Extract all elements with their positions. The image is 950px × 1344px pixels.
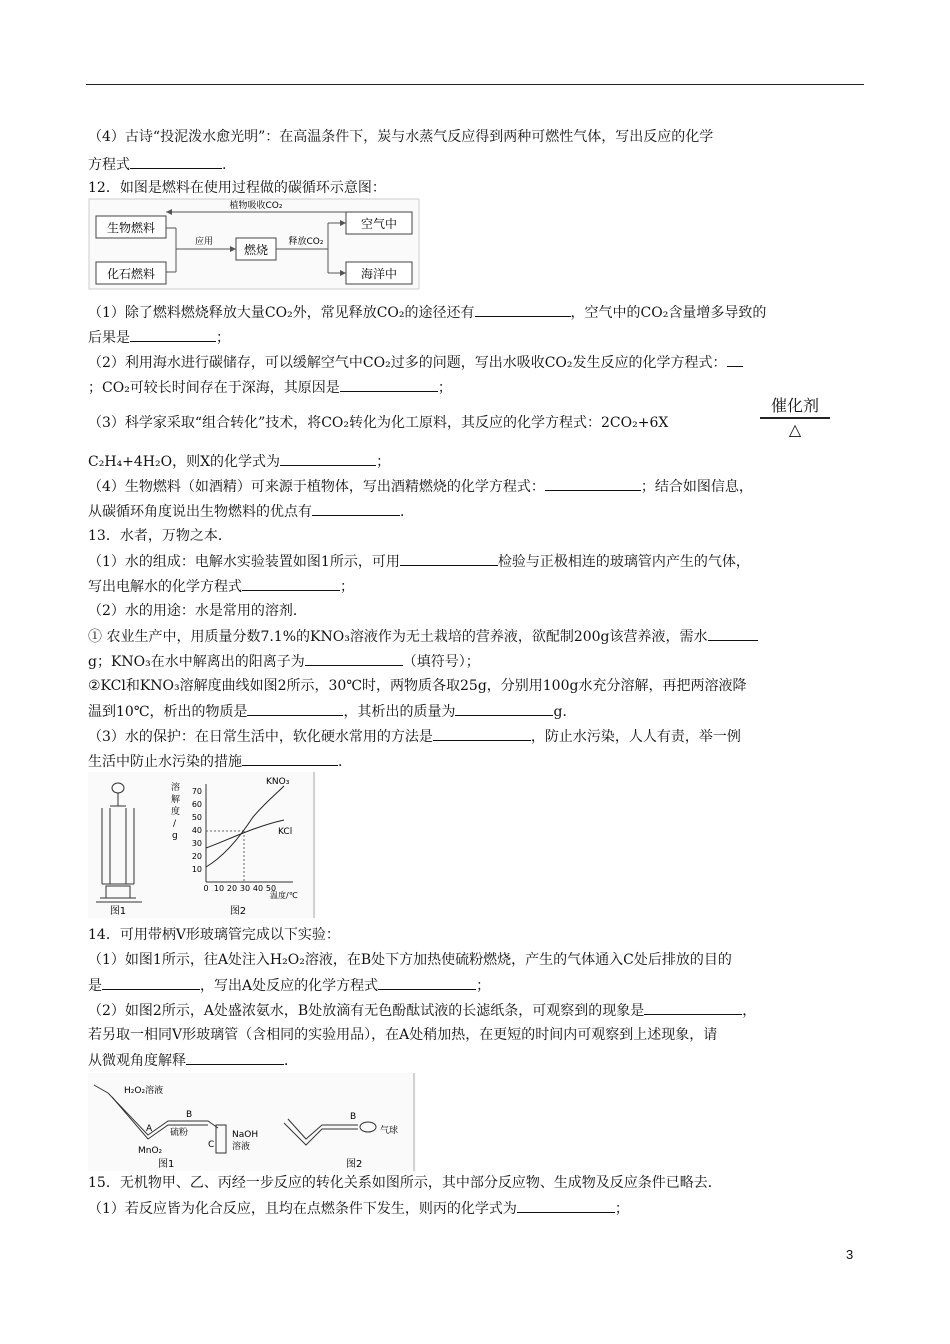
page-number: 3 xyxy=(846,1247,854,1262)
q13-2-title: （2）水的用途：水是常用的溶剂． xyxy=(88,603,307,619)
q11-4-line1: （4）古诗“投泥泼水愈光明”：在高温条件下，炭与水蒸气反应得到两种可燃性气体，写出反应的化学 xyxy=(88,129,714,145)
q13-2-2-line2: 温到10℃，析出的物质是 ，其析出的质量为 g． xyxy=(88,701,576,722)
point-b2-label: B xyxy=(350,1112,357,1122)
x-tick-label: 0 xyxy=(203,884,209,893)
svg-text:/: / xyxy=(173,819,177,829)
y-tick-label: 70 xyxy=(191,787,202,796)
answer-blank[interactable] xyxy=(378,975,476,990)
q14-2-line2: 若另取一相同V形玻璃管（含相同的实验用品），在A处稍加热，在更短的时间内可观察到上述现象，请 xyxy=(88,1027,718,1043)
answer-blank[interactable] xyxy=(312,501,400,516)
answer-blank[interactable] xyxy=(280,451,376,466)
q14-1-line2: 是 ，写出A处反应的化学方程式 ； xyxy=(88,975,490,996)
q13-3-line1: （3）水的保护：在日常生活中，软化硬水常用的方法是 ，防止水污染，人人有责，举一例 xyxy=(88,726,741,747)
plant-absorb-label: 植物吸收CO₂ xyxy=(229,201,283,211)
q12-1-line1: （1）除了燃料燃烧释放大量CO₂外，常见释放CO₂的途径还有 ，空气中的CO₂含量增多导致的 xyxy=(88,302,766,323)
fossil-fuel-label: 化石燃料 xyxy=(106,267,156,281)
q12-3-line2: C₂H₄+4H₂O，则X的化学式为 ； xyxy=(88,451,390,472)
carbon-cycle-diagram xyxy=(88,198,420,290)
q13-1-line2: 写出电解水的化学方程式 ； xyxy=(88,576,354,597)
answer-blank[interactable] xyxy=(433,726,531,741)
q15-title: 15．无机物甲、乙、丙经一步反应的转化关系如图所示，其中部分反应物、生成物及反应条件已略去． xyxy=(88,1175,722,1191)
q14-title: 14．可用带柄V形玻璃管完成以下实验： xyxy=(88,927,340,943)
y-tick-label: 30 xyxy=(191,839,202,848)
mno2-label: MnO₂ xyxy=(138,1146,163,1156)
fig13-1-label: 图1 xyxy=(109,906,127,917)
q13-3-line2: 生活中防止水污染的措施 ． xyxy=(88,751,352,772)
electrolysis-solubility-figure xyxy=(88,772,316,920)
apply-label: 应用 xyxy=(194,237,214,247)
q12-3-line1: （3）科学家采取“组合转化”技术，将CO₂转化为化工原料，其反应的化学方程式：2CO₂+6X xyxy=(88,415,669,431)
answer-blank[interactable] xyxy=(340,377,438,392)
answer-blank[interactable] xyxy=(545,476,641,491)
answer-blank[interactable] xyxy=(475,302,571,317)
answer-blank[interactable] xyxy=(242,751,338,766)
release-label: 释放CO₂ xyxy=(288,237,324,247)
svg-text:度: 度 xyxy=(171,807,181,817)
y-tick-label: 10 xyxy=(191,865,202,874)
answer-blank[interactable] xyxy=(186,1050,284,1065)
y-tick-label: 40 xyxy=(191,826,202,835)
x-axis-label: 温度/℃ xyxy=(270,891,298,900)
q13-2-1-line1: ① 农业生产中，用质量分数7.1%的KNO₃溶液作为无土栽培的营养液，欲配制200g该营养液，需水 xyxy=(88,626,758,647)
fig14-1-label: 图1 xyxy=(158,1159,175,1170)
svg-text:g: g xyxy=(172,831,178,841)
svg-text:溶: 溶 xyxy=(171,783,181,793)
q13-title: 13．水者，万物之本． xyxy=(88,528,232,544)
q14-2-line1: （2）如图2所示，A处盛浓氨水，B处放滴有无色酚酞试液的长滤纸条，可观察到的现象是 ， xyxy=(88,1000,756,1021)
answer-blank[interactable] xyxy=(400,551,498,566)
sulfur-label: 硫粉 xyxy=(170,1128,189,1138)
answer-blank[interactable] xyxy=(644,1000,742,1015)
answer-blank[interactable] xyxy=(517,1198,615,1213)
q14-2-line3: 从微观角度解释 ． xyxy=(88,1050,298,1071)
q13-2-2-line1: ②KCl和KNO₃溶解度曲线如图2所示，30℃时，两物质各取25g，分别用100g水充分溶解，再把两溶液降 xyxy=(88,678,747,694)
air-label: 空气中 xyxy=(360,217,398,231)
q12-1-line2: 后果是 ； xyxy=(88,327,230,348)
x-tick-label: 50 xyxy=(265,884,277,893)
answer-blank[interactable] xyxy=(130,154,222,169)
y-tick-label: 50 xyxy=(191,813,202,822)
y-tick-label: 20 xyxy=(191,852,202,861)
q12-title: 12．如图是燃料在使用过程做的碳循环示意图： xyxy=(88,180,386,196)
q11-4-line2: 方程式 . xyxy=(88,154,226,175)
header-rule xyxy=(86,84,864,85)
answer-blank[interactable] xyxy=(305,651,403,666)
x-tick-label: 40 xyxy=(252,884,264,893)
point-a-label: A xyxy=(146,1124,153,1134)
answer-blank[interactable] xyxy=(708,626,758,641)
y-tick-label: 60 xyxy=(191,800,202,809)
q12-2-line1: （2）利用海水进行碳储存，可以缓解空气中CO₂过多的问题，写出水吸收CO₂发生反应的化学方程式： xyxy=(88,352,743,373)
svg-text:解: 解 xyxy=(171,795,181,805)
x-tick-label: 10 xyxy=(213,884,225,893)
catalyst-condition xyxy=(760,396,830,448)
burn-label: 燃烧 xyxy=(243,243,269,257)
q13-1-line1: （1）水的组成：电解水实验装置如图1所示，可用 检验与正极相连的玻璃管内产生的气体， xyxy=(88,551,750,572)
q12-4-line2: 从碳循环角度说出生物燃料的优点有 ． xyxy=(88,501,414,522)
ocean-label: 海洋中 xyxy=(360,267,398,281)
kno3-label: KNO₃ xyxy=(266,777,290,787)
answer-blank[interactable] xyxy=(727,352,743,367)
x-tick-label: 20 xyxy=(226,884,238,893)
q13-2-1-line2: g；KNO₃在水中解离出的阳离子为 （填符号）； xyxy=(88,651,480,672)
naoh-label: NaOH xyxy=(232,1130,259,1140)
balloon-label: 气球 xyxy=(380,1126,399,1136)
q15-1-line: （1）若反应皆为化合反应，且均在点燃条件下发生，则丙的化学式为 ； xyxy=(88,1198,629,1219)
x-tick-label: 30 xyxy=(239,884,251,893)
answer-blank[interactable] xyxy=(130,327,216,342)
answer-blank[interactable] xyxy=(102,975,200,990)
solution-label: 溶液 xyxy=(232,1142,251,1152)
bio-fuel-label: 生物燃料 xyxy=(106,221,156,235)
point-c-label: C xyxy=(208,1140,215,1150)
fig13-2-label: 图2 xyxy=(229,906,247,917)
heat-symbol: △ xyxy=(788,420,802,439)
answer-blank[interactable] xyxy=(455,701,553,716)
answer-blank[interactable] xyxy=(242,576,340,591)
h2o2-label: H₂O₂溶液 xyxy=(124,1086,164,1096)
kcl-label: KCl xyxy=(278,827,293,837)
q12-2-line2: ；CO₂可较长时间存在于深海，其原因是 ； xyxy=(88,377,452,398)
catalyst-label: 催化剂 xyxy=(760,396,830,419)
point-b-label: B xyxy=(186,1110,193,1120)
q12-4-line1: （4）生物燃料（如酒精）可来源于植物体，写出酒精燃烧的化学方程式： ；结合如图信息， xyxy=(88,476,753,497)
answer-blank[interactable] xyxy=(247,701,343,716)
fig14-2-label: 图2 xyxy=(346,1159,363,1170)
q14-1-line1: （1）如图1所示，往A处注入H₂O₂溶液，在B处下方加热使硫粉燃烧，产生的气体通入C处后排放的目的 xyxy=(88,952,732,968)
v-tube-figure xyxy=(88,1073,416,1171)
